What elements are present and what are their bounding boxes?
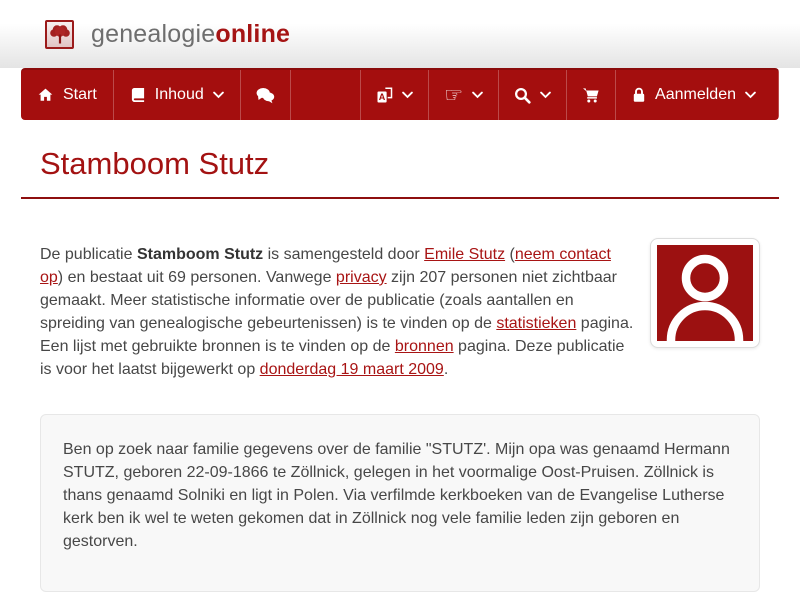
brand-wordmark[interactable] [91,20,290,49]
statistics-link[interactable]: statistieken [496,315,577,332]
chevron-down-icon [540,91,551,99]
hand-point-icon: ☞ [444,82,464,107]
nav-cart[interactable] [567,70,616,120]
comments-icon [256,87,275,104]
privacy-link[interactable]: privacy [335,269,387,286]
chevron-down-icon [745,91,756,99]
nav-aanmelden[interactable] [616,70,779,120]
nav-start[interactable] [21,70,114,120]
nav-inhoud-label: Inhoud [154,86,204,103]
intro-text: De publicatie [40,246,137,263]
nav-aanmelden-label: Aanmelden [655,86,736,103]
intro-text: . [443,361,449,378]
chevron-down-icon [213,91,224,99]
home-icon [37,87,54,103]
intro-text: zijn 207 personen niet zichtbaar gemaakt. Meer statistische informatie over de publicatie (zoals aantallen en spreiding van genealogische gebeurtenissen) is te vinden op de [40,269,617,332]
nav-start-label: Start [63,86,97,103]
main-content [0,146,800,592]
intro-text: ) en bestaat uit 69 personen. Vanwege [57,269,336,286]
cart-icon [582,87,600,103]
site-logo[interactable] [45,20,74,49]
intro-text: pagina. Deze publicatie is voor het laatst bijgewerkt op [40,338,625,378]
nav-messages[interactable] [241,70,291,120]
brand-gray-text: genealogie [91,19,216,48]
contact-link[interactable]: neem contact op [40,246,611,286]
author-description-text: Ben op zoek naar familie gegevens over de familie "STUTZ'. Mijn opa was genaamd Hermann STUTZ, geboren 22-09-1866 te Zöllnick, gelegen in het voormalige Oost-Pruisen. Zöllnick is thans genaamd Solniki en ligt in Polen. Via verfilmde kerkboeken van de Evangelise Lutherse kerk ben ik wel te weten gekomen dat in Zöllnick nog vele familie leden zijn geboren en gestorven. [63,441,730,550]
person-avatar-icon [657,245,753,341]
tree-icon [48,22,72,46]
nav-language[interactable] [361,70,429,120]
intro-text: pagina. Een lijst met gebruikte bronnen is te vinden op de [40,315,634,355]
book-icon [130,87,146,103]
author-description-box [40,414,760,592]
last-updated-link[interactable]: donderdag 19 maart 2009 [259,361,444,378]
author-link[interactable]: Emile Stutz [424,246,506,263]
svg-text:A: A [379,91,386,102]
page-title: Stamboom Stutz [40,146,270,181]
chevron-down-icon [402,91,413,99]
publication-intro [40,243,760,381]
site-header [0,0,800,68]
sources-link[interactable]: bronnen [394,338,454,355]
publication-avatar-card[interactable] [650,238,760,348]
language-icon [376,87,393,104]
intro-text: is samengesteld door [263,246,425,263]
search-icon [514,87,531,104]
brand-red-text: online [215,19,291,48]
publication-name: Stamboom Stutz [136,246,264,263]
chevron-down-icon [472,91,483,99]
lock-icon [632,87,646,103]
main-navbar [21,68,779,120]
nav-actions[interactable] [429,70,499,120]
navbar-spacer [291,70,361,120]
nav-search[interactable] [499,70,567,120]
nav-inhoud[interactable] [114,70,241,120]
intro-text: ( [505,246,515,263]
title-divider [21,197,779,199]
